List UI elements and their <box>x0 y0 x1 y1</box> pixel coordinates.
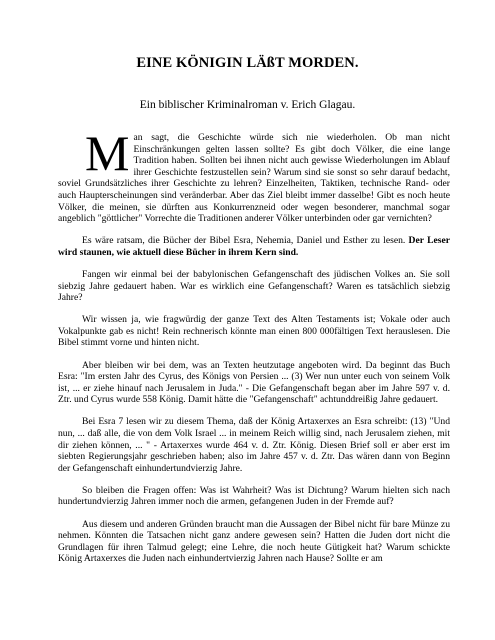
paragraph-6: Bei Esra 7 lesen wir zu diesem Thema, daß der König Artaxerxes an Esra schreibt: (13) "Und nun, ... daß alle, die von dem Volk Israel ... in meinem Reich willig sind, nach Jerusalem ziehen, mit dir ziehen können, ... " - Artaxerxes wurde 464 v. d. Ztr. König. Diesen Brief soll er aber erst im siebten Regierungsjahr geschrieben haben; also im Jahre 457 v. d. Ztr. Das wären dann von Beginn der Gefangenschaft einhundertundvierzig Jahre. <box>58 416 450 474</box>
paragraph-1 <box>58 125 450 225</box>
paragraph-3: Fangen wir einmal bei der babylonischen Gefangenschaft des jüdischen Volkes an. Sie soll siebzig Jahre gedauert haben. War es wirklich eine Gefangenschaft? Waren es tatsächlich siebzig Jahre? <box>58 268 450 304</box>
paragraph-1-text: an sagt, die Geschichte würde sich nie wiederholen. Ob man nicht Einschränkungen gelten lassen sollte? Es gibt doch Völker, die eine lange Tradition haben. Sollten bei ihnen nicht auch gewisse Wiederholungen im Ablauf ihrer Geschichte festzustellen sein? Warum sind sie sonst so sehr darauf bedacht, soviel Grundsätzliches ihrer Geschichte zu lehren? Einzelheiten, Taktiken, technische Rand- oder auch Haupterscheinungen sind veränderbar. Aber das Ziel bleibt immer dasselbe! Gibt es noch heute Völker, die meinen, sie dürften aus Konkurrenzneid oder wegen besonderer, manchmal sogar angeblich "göttlicher" Vorrechte die Traditionen anderer Völker unterbinden oder gar vernichten? <box>58 132 450 225</box>
paragraph-5: Aber bleiben wir bei dem, was an Texten heutzutage angeboten wird. Da beginnt das Buch Esra: "Im ersten Jahr des Cyrus, des Königs von Persien ... (3) Wer nun unter euch von seinem Volk ist, ... er ziehe hinauf nach Jerusalem in Juda." - Die Gefangenschaft began aber im Jahre 597 v. d. Ztr. und Cyrus wurde 558 König. Damit hätte die "Gefangenschaft" achtunddreißig Jahre gedauert. <box>58 359 450 406</box>
paragraph-7: So bleiben die Fragen offen: Was ist Wahrheit? Was ist Dichtung? Warum hielten sich nach hundertundvierzig Jahren immer noch die armen, gefangenen Juden in der Fremde auf? <box>58 484 450 508</box>
drop-cap: M <box>85 125 130 181</box>
document-body <box>58 125 450 575</box>
paragraph-2-text: Es wäre ratsam, die Bücher der Bibel Esra, Nehemia, Daniel und Esther zu lesen. <box>82 235 409 247</box>
paragraph-8: Aus diesem und anderen Gründen braucht man die Aussagen der Bibel nicht für bare Münze zu nehmen. Könnten die Tatsachen nicht ganz andere gewesen sein? Hatten die Juden dort nicht die Grundlagen für ihren Talmud gelegt; eine Lehre, die noch heute Gütigkeit hat? Warum schickte König Artaxerxes die Juden nach einhundertvierzig Jahren nach Hause? Sollte er am <box>58 518 450 565</box>
paragraph-2-bold: Der Leser wird staunen, wie aktuell diese Bücher in ihrem Kern sind. <box>58 235 450 258</box>
paragraph-2 <box>58 235 450 258</box>
paragraph-4: Wir wissen ja, wie fragwürdig der ganze Text des Alten Testaments ist; Vokale oder auch Vokalpunkte gab es nicht! Rein rechnerisch könnte man einen 800 000fältigen Text herauslesen. Die Bibel stimmt vorne und hinten nicht. <box>58 314 450 349</box>
page-subtitle: Ein biblischer Kriminalroman v. Erich Glagau. <box>139 99 356 111</box>
page-title: EINE KÖNIGIN LÄßT MORDEN. <box>136 55 359 71</box>
